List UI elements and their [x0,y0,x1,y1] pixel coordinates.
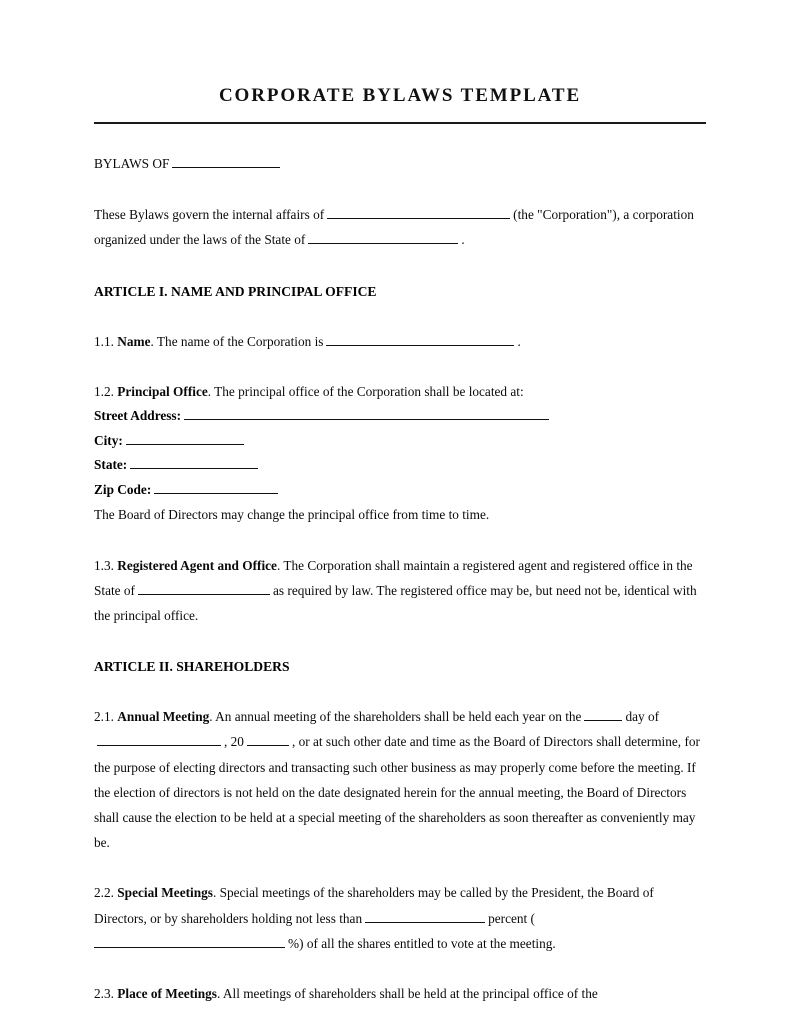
section-text-1-3-after: as required by law. The registered office may be, but need not be, identical with the principal office. [94,582,697,623]
section-2-3 [94,981,706,1006]
intro-text-1: These Bylaws govern the internal affairs of [94,207,325,223]
annual-meeting-year-blank[interactable] [247,734,289,746]
registered-office-state-blank[interactable] [138,583,270,595]
section-title-1-2: Principal Office [117,383,208,399]
city-label: City: [94,432,123,448]
state-of-incorporation-blank[interactable] [308,232,458,244]
section-text-2-3: . All meetings of shareholders shall be held at the principal office of the [216,986,598,1002]
section-text-2-1: . An annual meeting of the shareholders shall be held each year on the [209,709,582,725]
title-divider [94,122,706,124]
section-text-2-1-mid2: , 20 [224,734,244,750]
section-1-3 [94,553,706,629]
special-meeting-percent-number-blank[interactable] [94,936,285,948]
address-field-state [94,453,706,478]
section-2-2 [94,880,706,956]
intro-text-3: corporation organized under the laws of the State of [94,207,694,248]
section-text-1-2: . The principal office of the Corporation shall be located at: [207,383,524,399]
section-number-1-2: 1.2. [94,383,114,399]
intro-paragraph [94,202,706,252]
bylaws-of-line [94,151,706,176]
address-field-zip [94,478,706,503]
corporation-name-field-blank[interactable] [326,334,514,346]
bylaws-of-label: BYLAWS OF [94,156,170,171]
section-text-1-1: . The name of the Corporation is [150,333,324,349]
section-title-1-1: Name [117,333,151,349]
section-text-2-2-after: %) of all the shares entitled to vote at the meeting. [288,935,556,951]
section-title-2-2: Special Meetings [117,885,213,901]
state-blank[interactable] [130,457,258,469]
article-heading-1: ARTICLE I. NAME AND PRINCIPAL OFFICE [94,283,377,299]
intro-text-4: . [461,232,465,248]
address-field-city [94,429,706,454]
section-number-2-3: 2.3. [94,986,114,1002]
annual-meeting-day-blank[interactable] [584,709,622,721]
street-address-blank[interactable] [184,408,549,420]
section-text-2-2: . Special meetings of the shareholders may be called by the President, the Board of Directors, or by shareholders holding not less than [94,885,654,926]
intro-text-2: (the "Corporation"), a [513,207,630,223]
article-heading-2: ARTICLE II. SHAREHOLDERS [94,659,290,675]
annual-meeting-month-blank[interactable] [97,734,221,746]
special-meeting-percent-words-blank[interactable] [365,911,485,923]
document-content [94,0,706,1006]
address-field-street [94,404,706,429]
section-text-2-1-after: , or at such other date and time as the Board of Directors shall determine, for the purpose of electing directors and transacting such other business as may properly come before the meeting. If the election of directors is not held on the date designated herein for the annual meeting, the Board of Directors shall cause the election to be held at a special meeting of the shareholders as soon thereafter as conveniently may be. [94,734,700,851]
section-number-1-3: 1.3. [94,557,114,573]
street-address-label: Street Address: [94,408,182,424]
zip-code-blank[interactable] [154,482,278,494]
section-1-2 [94,379,706,404]
section-number-2-1: 2.1. [94,709,114,725]
bylaws-of-blank[interactable] [172,156,280,168]
section-title-2-3: Place of Meetings [117,986,217,1002]
section-text-2-1-mid1: day of [625,709,660,725]
page-title: CORPORATE BYLAWS TEMPLATE [218,85,582,106]
section-title-1-3: Registered Agent and Office [117,557,277,573]
section-1-1 [94,329,706,354]
section-2-1 [94,704,706,855]
section-1-2-note: The Board of Directors may change the principal office from time to time. [94,507,490,523]
section-text-1-1-after: . [517,333,521,349]
corporation-name-blank[interactable] [327,207,510,219]
section-title-2-1: Annual Meeting [117,709,210,725]
section-number-1-1: 1.1. [94,333,114,349]
zip-code-label: Zip Code: [94,481,152,497]
city-blank[interactable] [126,433,244,445]
section-number-2-2: 2.2. [94,885,114,901]
section-text-1-3: . The Corporation shall maintain a registered agent and registered office in the State of [94,557,693,598]
section-text-2-2-mid1: percent ( [488,910,535,926]
state-label: State: [94,457,128,473]
